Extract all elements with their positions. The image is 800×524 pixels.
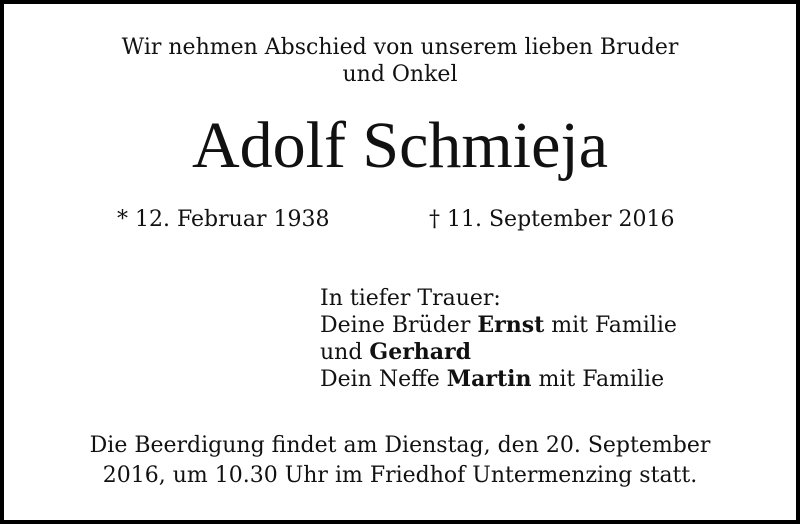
mourners-line-3-prefix: Dein Neffe — [320, 367, 440, 392]
mourner-name-gerhard: Gerhard — [369, 339, 472, 365]
mourners-line-2-prefix: und — [320, 340, 363, 365]
birth-date: * 12. Februar 1938 — [117, 207, 330, 232]
mourner-name-ernst: Ernst — [477, 312, 545, 338]
mourners-line-1-suffix: mit Familie — [551, 313, 677, 338]
mourners-line-1 — [320, 312, 677, 339]
funeral-line-2: 2016, um 10.30 Uhr im Friedhof Untermenzing statt. — [102, 463, 698, 488]
death-date: † 11. September 2016 — [429, 207, 675, 232]
mourners-line-2 — [320, 339, 677, 366]
funeral-line-1: Die Beerdigung findet am Dienstag, den 20. September — [89, 433, 711, 458]
mourners-line-1-prefix: Deine Brüder — [320, 313, 471, 338]
mourner-name-martin: Martin — [446, 366, 532, 392]
mourners-heading: In tiefer Trauer: — [320, 286, 501, 311]
intro-line-2: und Onkel — [342, 62, 458, 87]
mourners-block — [320, 285, 677, 393]
intro-line-1: Wir nehmen Abschied von unserem lieben Bruder — [121, 35, 679, 60]
deceased-name: Adolf Schmieja — [191, 109, 609, 182]
intro-text — [4, 34, 796, 88]
funeral-info — [4, 431, 796, 491]
mourners-line-3-suffix: mit Familie — [538, 367, 665, 392]
mourners-line-3 — [320, 366, 677, 393]
